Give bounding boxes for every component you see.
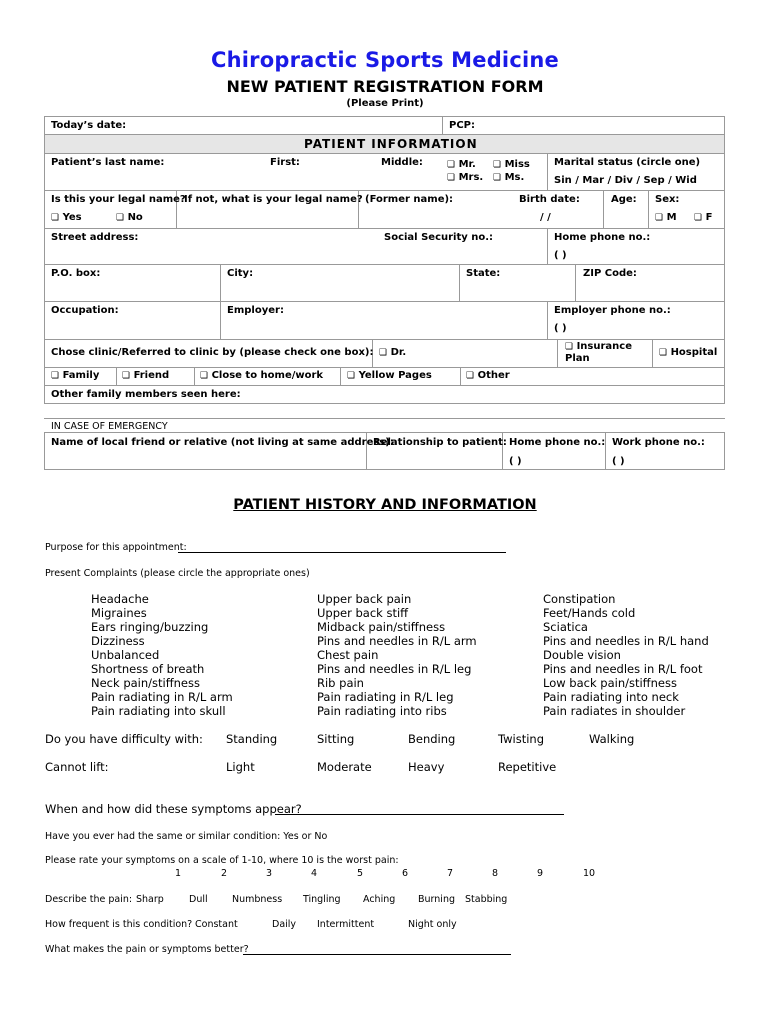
lift-label: Cannot lift: xyxy=(45,760,109,774)
frequency-option[interactable]: Intermittent xyxy=(317,919,375,930)
last-name-label: Patient’s last name: xyxy=(51,157,165,168)
scale-option[interactable]: 8 xyxy=(492,868,499,879)
checkbox-icon: ❏ xyxy=(200,371,209,381)
complaint-item[interactable]: Pain radiating in R/L leg xyxy=(317,690,454,704)
complaint-item[interactable]: Sciatica xyxy=(543,620,588,634)
checkbox-icon: ❏ xyxy=(659,348,668,358)
complaint-item[interactable]: Midback pain/stiffness xyxy=(317,620,446,634)
former-name-label: (Former name): xyxy=(365,194,454,205)
pcp-label: PCP: xyxy=(449,120,475,131)
describe-option[interactable]: Dull xyxy=(189,894,208,905)
city-label: City: xyxy=(227,268,254,279)
legal-name-question: Is this your legal name? xyxy=(51,194,186,205)
complaint-item[interactable]: Pain radiating in R/L arm xyxy=(91,690,233,704)
complaint-item[interactable]: Upper back stiff xyxy=(317,606,409,620)
describe-option[interactable]: Tingling xyxy=(303,894,341,905)
scale-option[interactable]: 5 xyxy=(357,868,364,879)
rate-label: Please rate your symptoms on a scale of 1-10, where 10 is the worst pain: xyxy=(45,855,399,866)
complaint-item[interactable]: Ears ringing/buzzing xyxy=(91,620,209,634)
marital-status-options[interactable]: Sin / Mar / Div / Sep / Wid xyxy=(554,175,697,186)
describe-option[interactable]: Numbness xyxy=(232,894,283,905)
complaint-item[interactable]: Neck pain/stiffness xyxy=(91,676,200,690)
legal-name-label: If not, what is your legal name? xyxy=(184,194,363,205)
state-label: State: xyxy=(466,268,501,279)
similar-condition-question[interactable]: Have you ever had the same or similar condition: Yes or No xyxy=(45,831,328,842)
scale-option[interactable]: 6 xyxy=(402,868,409,879)
when-label: When and how did these symptoms appear? xyxy=(45,802,302,816)
better-line[interactable] xyxy=(243,954,511,955)
complaints-col-1 xyxy=(91,592,233,718)
legal-name-no[interactable]: ❏ No xyxy=(116,212,143,223)
birth-date-label: Birth date: xyxy=(519,194,580,205)
checkbox-icon: ❏ xyxy=(466,371,475,381)
title-miss[interactable]: ❏ Miss xyxy=(493,159,530,170)
sex-female[interactable]: ❏ F xyxy=(694,212,713,223)
emergency-work-paren: ( ) xyxy=(612,456,625,467)
scale-option[interactable]: 9 xyxy=(537,868,544,879)
difficulty-label: Do you have difficulty with: xyxy=(45,732,203,746)
referral-yellow-pages[interactable]: ❏ Yellow Pages xyxy=(347,370,432,381)
complaint-item[interactable]: Pain radiating into neck xyxy=(543,690,679,704)
scale-option[interactable]: 1 xyxy=(175,868,182,879)
difficulty-option[interactable]: Sitting xyxy=(317,732,355,746)
clinic-name: Chiropractic Sports Medicine xyxy=(211,48,559,72)
complaint-item[interactable]: Pins and needles in R/L hand xyxy=(543,634,709,648)
complaint-item[interactable]: Pain radiates in shoulder xyxy=(543,704,686,718)
frequency-option[interactable]: Night only xyxy=(408,919,457,930)
middle-name-label: Middle: xyxy=(381,157,423,168)
complaint-item[interactable]: Feet/Hands cold xyxy=(543,606,636,620)
complaint-item[interactable]: Pins and needles in R/L arm xyxy=(317,634,477,648)
describe-label: Describe the pain: xyxy=(45,894,133,905)
frequency-label: How frequent is this condition? xyxy=(45,919,193,930)
zip-label: ZIP Code: xyxy=(583,268,637,279)
referral-close-home[interactable]: ❏ Close to home/work xyxy=(200,370,324,381)
lift-option[interactable]: Moderate xyxy=(317,760,372,774)
complaint-item[interactable]: Pins and needles in R/L leg xyxy=(317,662,472,676)
lift-option[interactable]: Light xyxy=(226,760,255,774)
employer-phone-paren: ( ) xyxy=(554,323,567,334)
complaint-item[interactable]: Dizziness xyxy=(91,634,145,648)
referral-dr[interactable]: ❏ Dr. xyxy=(379,347,407,358)
marital-status-label: Marital status (circle one) xyxy=(554,157,701,168)
complaints-col-2 xyxy=(317,592,477,718)
complaint-item[interactable]: Headache xyxy=(91,592,149,606)
difficulty-option[interactable]: Standing xyxy=(226,732,278,746)
checkbox-icon: ❏ xyxy=(51,371,60,381)
complaint-item[interactable]: Low back pain/stiffness xyxy=(543,676,677,690)
complaint-item[interactable]: Unbalanced xyxy=(91,648,160,662)
title-mrs[interactable]: ❏ Mrs. xyxy=(447,172,484,183)
frequency-option[interactable]: Daily xyxy=(272,919,297,930)
complaint-item[interactable]: Pain radiating into skull xyxy=(91,704,226,718)
describe-option[interactable]: Stabbing xyxy=(465,894,508,905)
complaint-item[interactable]: Chest pain xyxy=(317,648,379,662)
complaint-item[interactable]: Constipation xyxy=(543,592,616,606)
sex-male[interactable]: ❏ M xyxy=(655,212,677,223)
complaint-item[interactable]: Rib pain xyxy=(317,676,364,690)
difficulty-option[interactable]: Twisting xyxy=(498,732,545,746)
street-address-label: Street address: xyxy=(51,232,139,243)
occupation-label: Occupation: xyxy=(51,305,119,316)
title-ms[interactable]: ❏ Ms. xyxy=(493,172,525,183)
complaints-label: Present Complaints (please circle the appropriate ones) xyxy=(45,568,310,579)
scale-option[interactable]: 4 xyxy=(311,868,318,879)
complaint-item[interactable]: Double vision xyxy=(543,648,621,662)
complaint-item[interactable]: Pain radiating into ribs xyxy=(317,704,447,718)
local-friend-label: Name of local friend or relative (not living at same address): xyxy=(51,437,394,448)
scale-option[interactable]: 10 xyxy=(583,868,596,879)
clinic-referral-label: Chose clinic/Referred to clinic by (please check one box): xyxy=(51,347,374,358)
checkbox-icon: ❏ xyxy=(447,173,456,183)
print-note: (Please Print) xyxy=(346,98,424,109)
referral-insurance-plan: Plan xyxy=(565,353,590,364)
difficulty-option[interactable]: Walking xyxy=(589,732,635,746)
referral-hospital[interactable]: ❏ Hospital xyxy=(659,347,718,358)
home-phone-label: Home phone no.: xyxy=(554,232,651,243)
checkbox-icon: ❏ xyxy=(347,371,356,381)
frequency-option[interactable]: Constant xyxy=(195,919,238,930)
complaint-item[interactable]: Upper back pain xyxy=(317,592,412,606)
checkbox-icon: ❏ xyxy=(447,160,456,170)
checkbox-icon: ❏ xyxy=(694,213,703,223)
emergency-work-phone-label: Work phone no.: xyxy=(612,437,705,448)
referral-insurance[interactable]: ❏ Insurance xyxy=(565,341,632,352)
purpose-label: Purpose for this appointment: xyxy=(45,542,187,553)
complaint-item[interactable]: Pins and needles in R/L foot xyxy=(543,662,703,676)
other-family-label: Other family members seen here: xyxy=(51,389,241,400)
relationship-label: Relationship to patient: xyxy=(373,437,507,448)
complaints-col-3 xyxy=(543,592,709,718)
history-title: PATIENT HISTORY AND INFORMATION xyxy=(233,497,537,513)
purpose-line[interactable] xyxy=(178,552,506,553)
referral-friend[interactable]: ❏ Friend xyxy=(122,370,170,381)
age-label: Age: xyxy=(611,194,637,205)
employer-phone-label: Employer phone no.: xyxy=(554,305,671,316)
checkbox-icon: ❏ xyxy=(379,348,388,358)
ssn-label: Social Security no.: xyxy=(384,232,494,243)
emergency-heading: IN CASE OF EMERGENCY xyxy=(51,421,168,432)
difficulty-option[interactable]: Bending xyxy=(408,732,456,746)
home-phone-paren: ( ) xyxy=(554,250,567,261)
referral-family[interactable]: ❏ Family xyxy=(51,370,100,381)
employer-label: Employer: xyxy=(227,305,284,316)
referral-other[interactable]: ❏ Other xyxy=(466,370,510,381)
first-name-label: First: xyxy=(270,157,300,168)
birth-date-slashes: / / xyxy=(540,212,551,223)
complaint-item[interactable]: Shortness of breath xyxy=(91,662,205,676)
checkbox-icon: ❏ xyxy=(493,173,502,183)
better-label: What makes the pain or symptoms better? xyxy=(45,944,249,955)
describe-option[interactable]: Aching xyxy=(363,894,396,905)
legal-name-yes[interactable]: ❏ Yes xyxy=(51,212,82,223)
scale-option[interactable]: 7 xyxy=(447,868,454,879)
checkbox-icon: ❏ xyxy=(565,342,574,352)
checkbox-icon: ❏ xyxy=(493,160,502,170)
checkbox-icon: ❏ xyxy=(655,213,664,223)
scale-option[interactable]: 3 xyxy=(266,868,273,879)
lift-option[interactable]: Repetitive xyxy=(498,760,557,774)
complaint-item[interactable]: Migraines xyxy=(91,606,147,620)
todays-date-label: Today’s date: xyxy=(51,120,127,131)
checkbox-icon: ❏ xyxy=(51,213,60,223)
scale-option[interactable]: 2 xyxy=(221,868,228,879)
emergency-home-paren: ( ) xyxy=(509,456,522,467)
describe-option[interactable]: Burning xyxy=(418,894,455,905)
po-box-label: P.O. box: xyxy=(51,268,101,279)
when-line[interactable] xyxy=(275,814,564,815)
title-mr[interactable]: ❏ Mr. xyxy=(447,159,476,170)
lift-option[interactable]: Heavy xyxy=(408,760,445,774)
sex-label: Sex: xyxy=(655,194,680,205)
emergency-home-phone-label: Home phone no.: xyxy=(509,437,606,448)
checkbox-icon: ❏ xyxy=(122,371,131,381)
checkbox-icon: ❏ xyxy=(116,213,125,223)
form-title: NEW PATIENT REGISTRATION FORM xyxy=(226,77,544,96)
describe-option[interactable]: Sharp xyxy=(136,894,164,905)
patient-info-heading: PATIENT INFORMATION xyxy=(304,137,478,151)
